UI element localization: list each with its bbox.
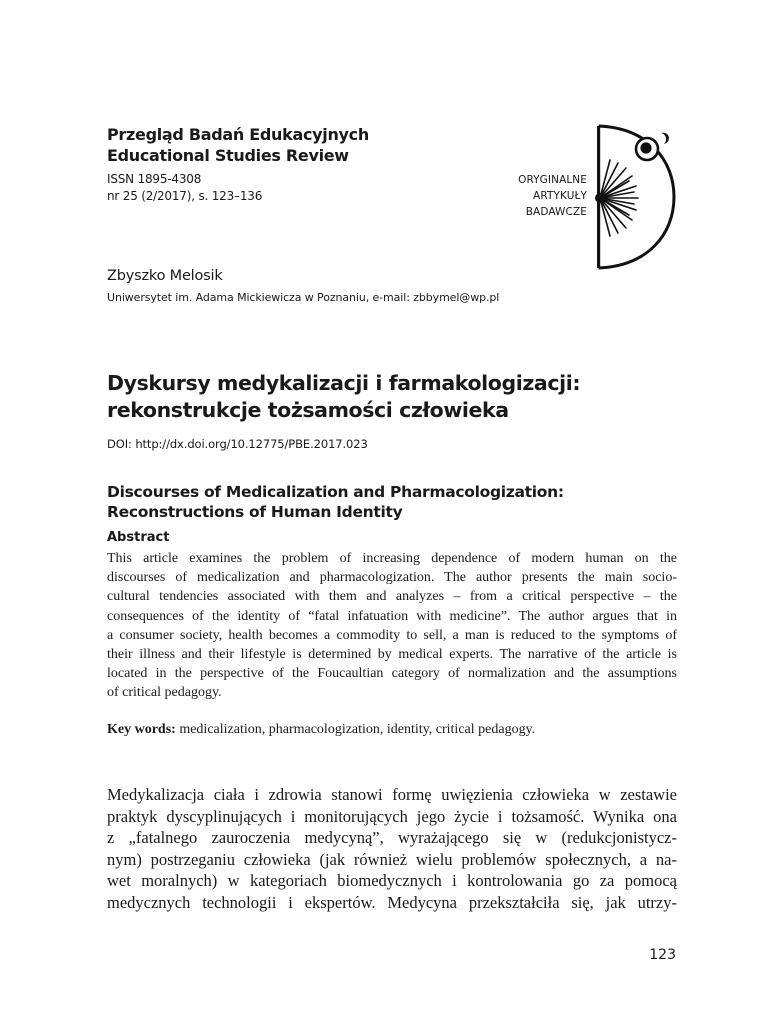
title-pl-line-1: Dyskursy medykalizacji i farmakologizacji: xyxy=(107,371,581,395)
abstract-line: their illness and their lifestyle is determined by medical experts. The narrative of the article is xyxy=(107,647,677,663)
keywords-text: medicalization, pharmacologization, identity, critical pedagogy. xyxy=(175,722,536,737)
article-title-pl xyxy=(107,370,580,424)
body-line: z „fatalnego zauroczenia medycyną”, wyrażającego się w (redukcjonistycz- xyxy=(107,828,677,847)
abstract-line: cultural tendencies associated with them and analyzes – from a critical perspective – the xyxy=(107,589,677,605)
abstract-line: This article examines the problem of increasing dependence of modern human on the xyxy=(107,551,677,566)
author-name: Zbyszko Melosik xyxy=(107,268,223,284)
body-line: medycznych technologii i ekspertów. Medycyna przekształciła się, jak utrzy- xyxy=(107,892,677,912)
keywords-label: Key words: xyxy=(107,722,176,737)
title-en-line-2: Reconstructions of Human Identity xyxy=(107,503,403,521)
abstract-line: of critical pedagogy. xyxy=(107,685,222,701)
category-line-3: BADAWCZE xyxy=(525,206,587,218)
abstract-line: consequences of the identity of “fatal infatuation with medicine”. The author argues that in xyxy=(107,608,677,624)
journal-name-pl: Przegląd Badań Edukacyjnych xyxy=(107,125,369,144)
journal-name-en: Educational Studies Review xyxy=(107,146,349,165)
abstract-line: discourses of medicalization and pharmacologization. The author presents the main socio- xyxy=(107,570,677,586)
journal-info xyxy=(107,171,262,205)
page-number: 123 xyxy=(649,947,676,963)
journal-title xyxy=(107,124,369,166)
category-line-2: ARTYKUŁY xyxy=(533,190,587,202)
issue-info: nr 25 (2/2017), s. 123–136 xyxy=(107,189,263,203)
title-pl-line-2: rekonstrukcje tożsamości człowieka xyxy=(107,398,509,422)
abstract-line: located in the perspective of the Foucaultian category of normalization and the assumptions xyxy=(107,666,677,682)
body-line: wet moralnych) w kategoriach biomedycznych i kontrolowania go za pomocą xyxy=(107,871,677,890)
issn: ISSN 1895-4308 xyxy=(107,172,202,186)
journal-logo-icon xyxy=(588,120,680,272)
abstract-heading: Abstract xyxy=(107,530,170,545)
doi-link[interactable]: DOI: http://dx.doi.org/10.12775/PBE.2017.023 xyxy=(107,437,368,451)
body-line: Medykalizacja ciała i zdrowia stanowi formę uwięzienia człowieka w zestawie xyxy=(107,785,677,804)
abstract-line: a consumer society, health becomes a commodity to sell, a man is reduced to the symptoms of xyxy=(107,627,677,643)
body-line: praktyk dyscyplinujących i monitorujących jego życie i tożsamość. Wynika ona xyxy=(107,806,677,826)
body-paragraph xyxy=(107,784,677,913)
title-en-line-1: Discourses of Medicalization and Pharmacologization: xyxy=(107,483,564,501)
article-category xyxy=(470,172,587,220)
article-title-en xyxy=(107,482,564,522)
category-line-1: ORYGINALNE xyxy=(518,174,587,186)
body-line: nym) postrzeganiu człowieka (jak również wielu problemów społecznych, a na- xyxy=(107,849,677,869)
abstract-text xyxy=(107,549,677,703)
keywords xyxy=(107,722,535,738)
author-affiliation: Uniwersytet im. Adama Mickiewicza w Poznaniu, e-mail: zbbymel@wp.pl xyxy=(107,291,500,304)
